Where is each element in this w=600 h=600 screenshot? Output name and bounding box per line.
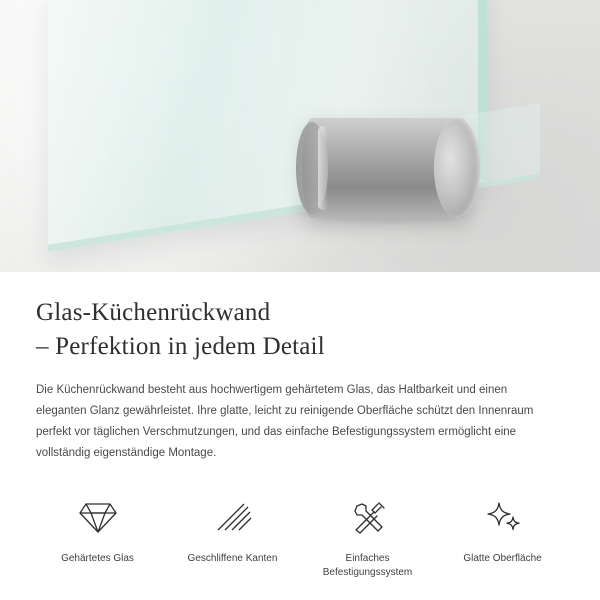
polished-edges-icon xyxy=(165,498,300,538)
feature-item-tempered-glass xyxy=(30,498,165,566)
page-title xyxy=(36,296,564,364)
feature-item-polished-edges xyxy=(165,498,300,566)
mount-highlight xyxy=(318,126,328,210)
hero-image xyxy=(0,0,600,272)
feature-label: Geschliffene Kanten xyxy=(187,553,278,564)
text-content xyxy=(0,272,600,464)
feature-item-mounting-system xyxy=(300,498,435,580)
diamond-icon xyxy=(30,498,165,538)
metal-mount xyxy=(288,112,488,222)
sparkle-icon xyxy=(435,498,570,538)
feature-label: Einfaches Befestigungssystem xyxy=(322,553,413,578)
description-paragraph: Die Küchenrückwand besteht aus hochwertigem gehärtetem Glas, das Haltbarkeit und einen eleganten Glanz gewährleistet. Ihre glatte, leicht zu reinigende Oberfläche schützt den Innenraum perfekt vor täglichen Verschmutzungen, und das einfache Befestigungssystem ermöglicht eine vollständig eigenständige Montage. xyxy=(36,384,534,459)
feature-item-smooth-surface xyxy=(435,498,570,566)
feature-label: Glatte Oberfläche xyxy=(463,553,542,564)
mount-cap xyxy=(434,118,480,218)
headline-line-1: Glas-Küchenrückwand xyxy=(36,299,271,326)
headline-line-2: – Perfektion in jedem Detail xyxy=(36,333,325,360)
feature-label: Gehärtetes Glas xyxy=(61,553,134,564)
tools-icon xyxy=(300,498,435,538)
feature-list xyxy=(0,464,600,580)
